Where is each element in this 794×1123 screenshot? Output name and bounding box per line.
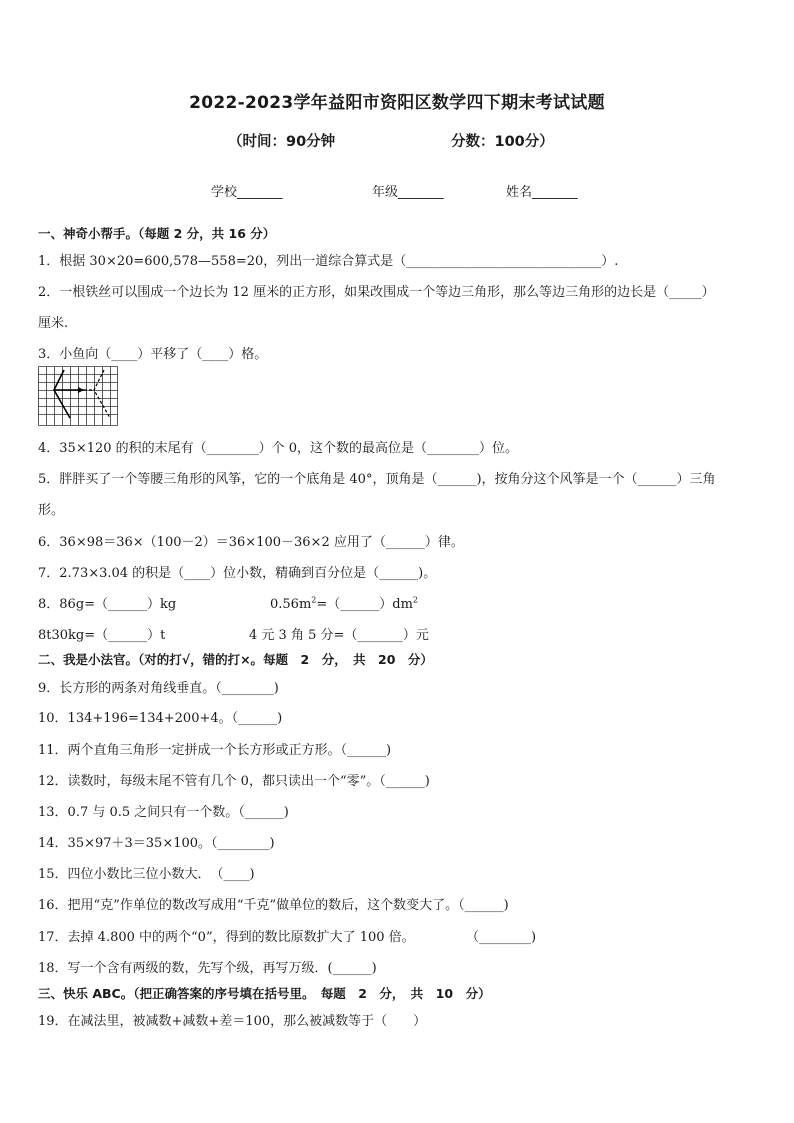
question-2-cont: 厘米. — [38, 316, 69, 331]
section-1-heading: 一、神奇小帮手。（每题 2 分，共 16 分） — [38, 226, 276, 241]
question-14: 14．35×97＋3＝35×100。（________) — [38, 836, 275, 851]
question-5: 5．胖胖买了一个等腰三角形的风筝，它的一个底角是 40°，顶角是（______)，按角分这个风筝是一个（______）三角 — [38, 472, 716, 487]
question-5-cont: 形。 — [38, 503, 65, 518]
time-label: （时间：90分钟 — [228, 134, 336, 150]
question-11: 11．两个直角三角形一定拼成一个长方形或正方形。（______) — [38, 743, 392, 758]
question-1: 1．根据 30×20=600,578—558=20，列出一道综合算式是（______________________________）. — [38, 254, 619, 269]
question-8-a: 8．86g=（______）kg — [38, 597, 177, 612]
grade-field: 年级_______ — [372, 185, 444, 200]
question-3: 3．小鱼向（____）平移了（____）格。 — [38, 347, 268, 362]
question-16: 16．把用“克”作单位的数改写成用“千克”做单位的数后，这个数变大了。（______) — [38, 898, 509, 913]
question-4: 4．35×120 的积的末尾有（________）个 0，这个数的最高位是（________）位。 — [38, 441, 519, 456]
question-10: 10．134+196=134+200+4。（______) — [38, 711, 283, 726]
fish-grid-figure — [38, 366, 118, 426]
question-8-b-answer: =（______）dm — [316, 597, 413, 612]
question-12: 12．读数时，每级末尾不管有几个 0，都只读出一个“零”。（______) — [38, 774, 430, 789]
question-8-d: 4 元 3 角 5 分=（_______）元 — [249, 628, 429, 643]
superscript-2-unit: 2 — [412, 595, 419, 605]
school-field: 学校_______ — [211, 185, 283, 200]
superscript-2: 2 — [311, 595, 317, 605]
score-label: 分数：100分） — [451, 134, 554, 150]
question-9: 9．长方形的两条对角线垂直。（________) — [38, 681, 279, 696]
question-2: 2．一根铁丝可以围成一个边长为 12 厘米的正方形，如果改围成一个等边三角形，那么等边三角形的边长是（_____） — [38, 285, 715, 300]
question-19: 19．在减法里，被减数+减数+差＝100，那么被减数等于（ ） — [38, 1014, 427, 1029]
question-17: 17．去掉 4.800 中的两个“0”，得到的数比原数扩大了 100 倍。 — [38, 930, 415, 945]
question-8-c: 8t30kg=（______）t — [38, 628, 166, 643]
question-8-b — [270, 593, 418, 612]
name-field: 姓名_______ — [506, 185, 578, 200]
question-6: 6．36×98＝36×（100－2）＝36×100－36×2 应用了（______）律。 — [38, 535, 464, 550]
section-2-heading: 二、我是小法官。（对的打√，错的打×。每题 2 分， 共 20 分） — [38, 652, 433, 667]
question-15: 15．四位小数比三位小数大． （____) — [38, 867, 255, 882]
question-17-answer: （________) — [466, 930, 537, 945]
question-8-b-value: 0.56m — [270, 597, 312, 612]
question-7: 7．2.73×3.04 的积是（____）位小数，精确到百分位是（______)。 — [38, 566, 437, 581]
page-title: 2022-2023学年益阳市资阳区数学四下期末考试试题 — [189, 93, 605, 113]
question-18: 18．写一个含有两级的数，先写个级，再写万级．(______) — [38, 961, 377, 976]
section-3-heading: 三、快乐 ABC。（把正确答案的序号填在括号里。 每题 2 分， 共 10 分） — [38, 986, 491, 1001]
question-13: 13．0.7 与 0.5 之间只有一个数。（______) — [38, 805, 289, 820]
